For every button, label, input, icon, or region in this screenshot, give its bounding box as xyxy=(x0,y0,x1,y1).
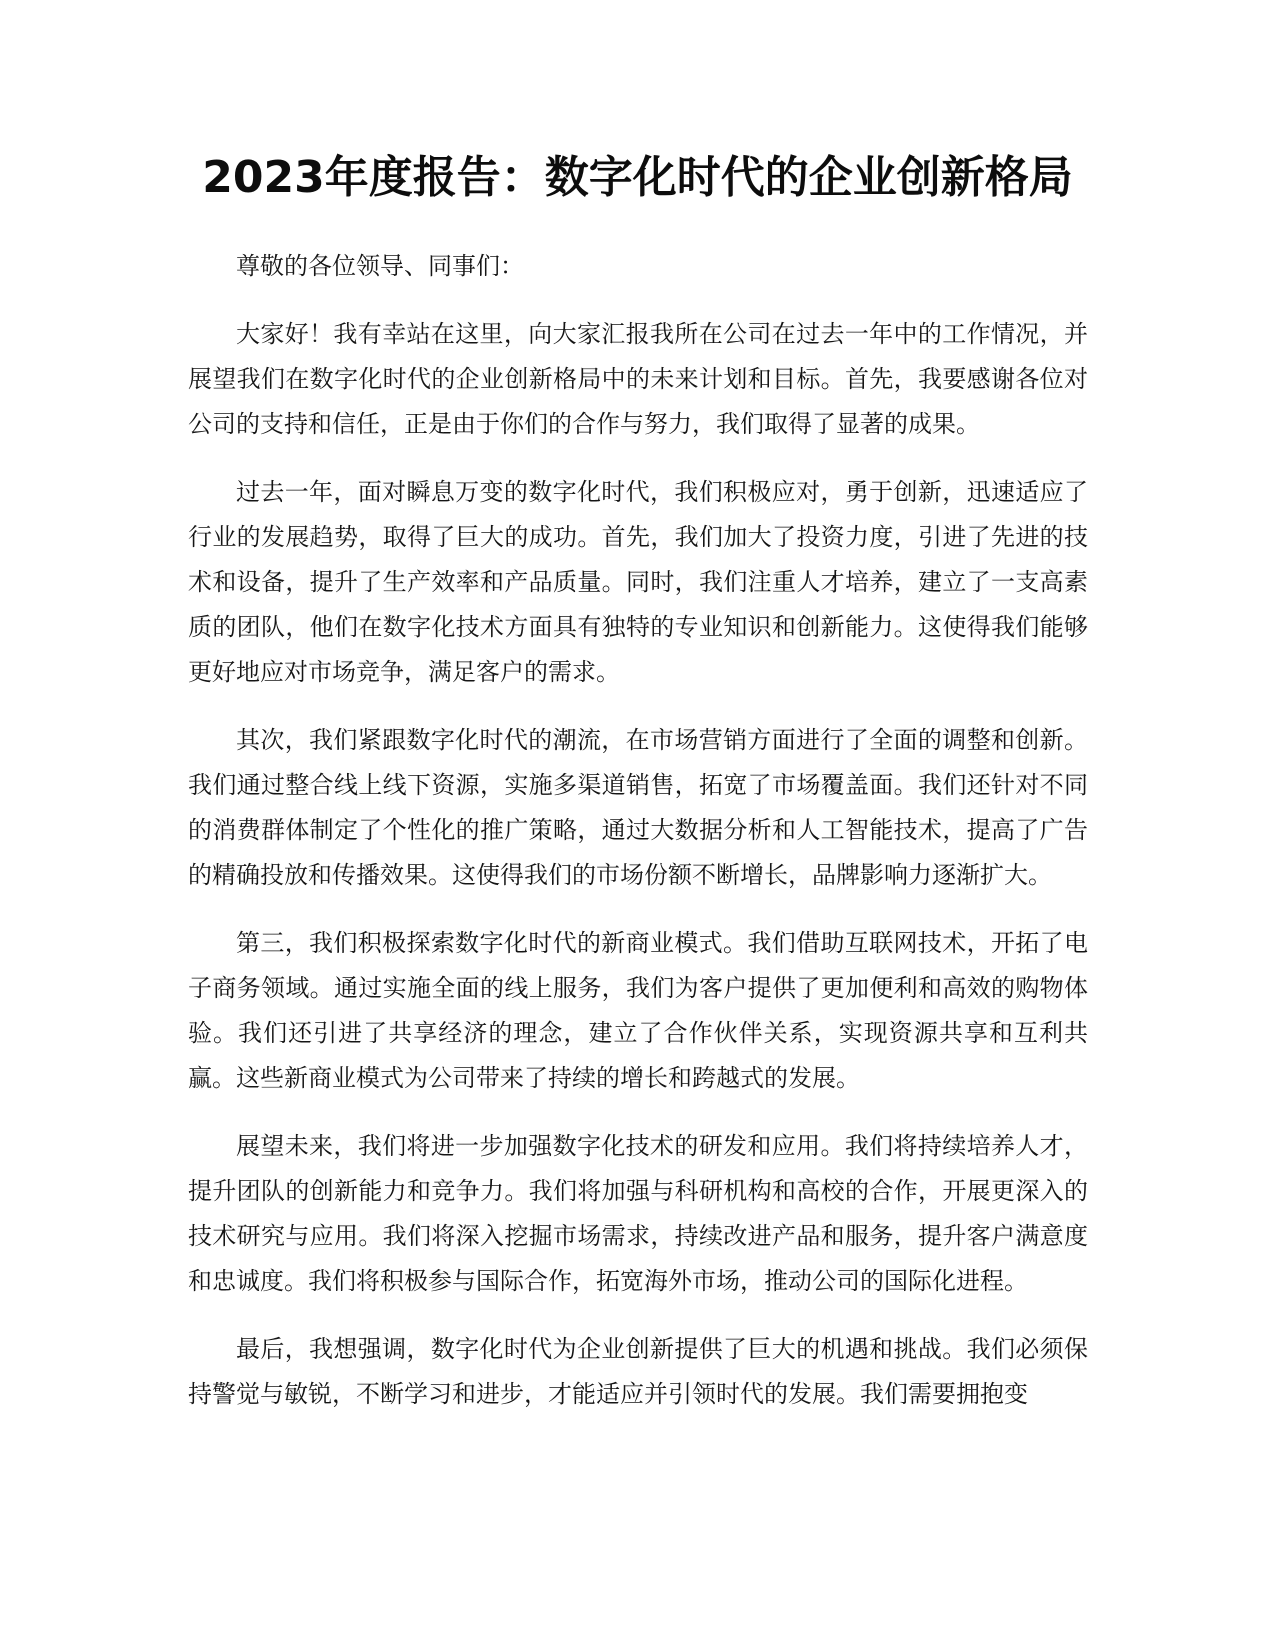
body-paragraph: 其次，我们紧跟数字化时代的潮流，在市场营销方面进行了全面的调整和创新。我们通过整合线上线下资源，实施多渠道销售，拓宽了市场覆盖面。我们还针对不同的消费群体制定了个性化的推广策略，通过大数据分析和人工智能技术，提高了广告的精确投放和传播效果。这使得我们的市场份额不断增长，品牌影响力逐渐扩大。 xyxy=(188,726,1088,889)
body-paragraph: 过去一年，面对瞬息万变的数字化时代，我们积极应对，勇于创新，迅速适应了行业的发展趋势，取得了巨大的成功。首先，我们加大了投资力度，引进了先进的技术和设备，提升了生产效率和产品质量。同时，我们注重人才培养，建立了一支高素质的团队，他们在数字化技术方面具有独特的专业知识和创新能力。这使得我们能够更好地应对市场竞争，满足客户的需求。 xyxy=(188,478,1088,686)
body-paragraph: 展望未来，我们将进一步加强数字化技术的研发和应用。我们将持续培养人才，提升团队的创新能力和竞争力。我们将加强与科研机构和高校的合作，开展更深入的技术研究与应用。我们将深入挖掘市场需求，持续改进产品和服务，提升客户满意度和忠诚度。我们将积极参与国际合作，拓宽海外市场，推动公司的国际化进程。 xyxy=(188,1132,1088,1295)
salutation-paragraph: 尊敬的各位领导、同事们： xyxy=(236,252,524,280)
body-paragraph: 第三，我们积极探索数字化时代的新商业模式。我们借助互联网技术，开拓了电子商务领域。通过实施全面的线上服务，我们为客户提供了更加便利和高效的购物体验。我们还引进了共享经济的理念，建立了合作伙伴关系，实现资源共享和互利共赢。这些新商业模式为公司带来了持续的增长和跨越式的发展。 xyxy=(188,929,1088,1092)
document-title: 2023年度报告：数字化时代的企业创新格局 xyxy=(202,152,1073,203)
body-paragraph: 大家好！我有幸站在这里，向大家汇报我所在公司在过去一年中的工作情况，并展望我们在数字化时代的企业创新格局中的未来计划和目标。首先，我要感谢各位对公司的支持和信任，正是由于你们的合作与努力，我们取得了显著的成果。 xyxy=(188,320,1088,438)
document-body xyxy=(188,244,1088,1440)
body-paragraph: 最后，我想强调，数字化时代为企业创新提供了巨大的机遇和挑战。我们必须保持警觉与敏锐，不断学习和进步，才能适应并引领时代的发展。我们需要拥抱变 xyxy=(188,1335,1088,1408)
